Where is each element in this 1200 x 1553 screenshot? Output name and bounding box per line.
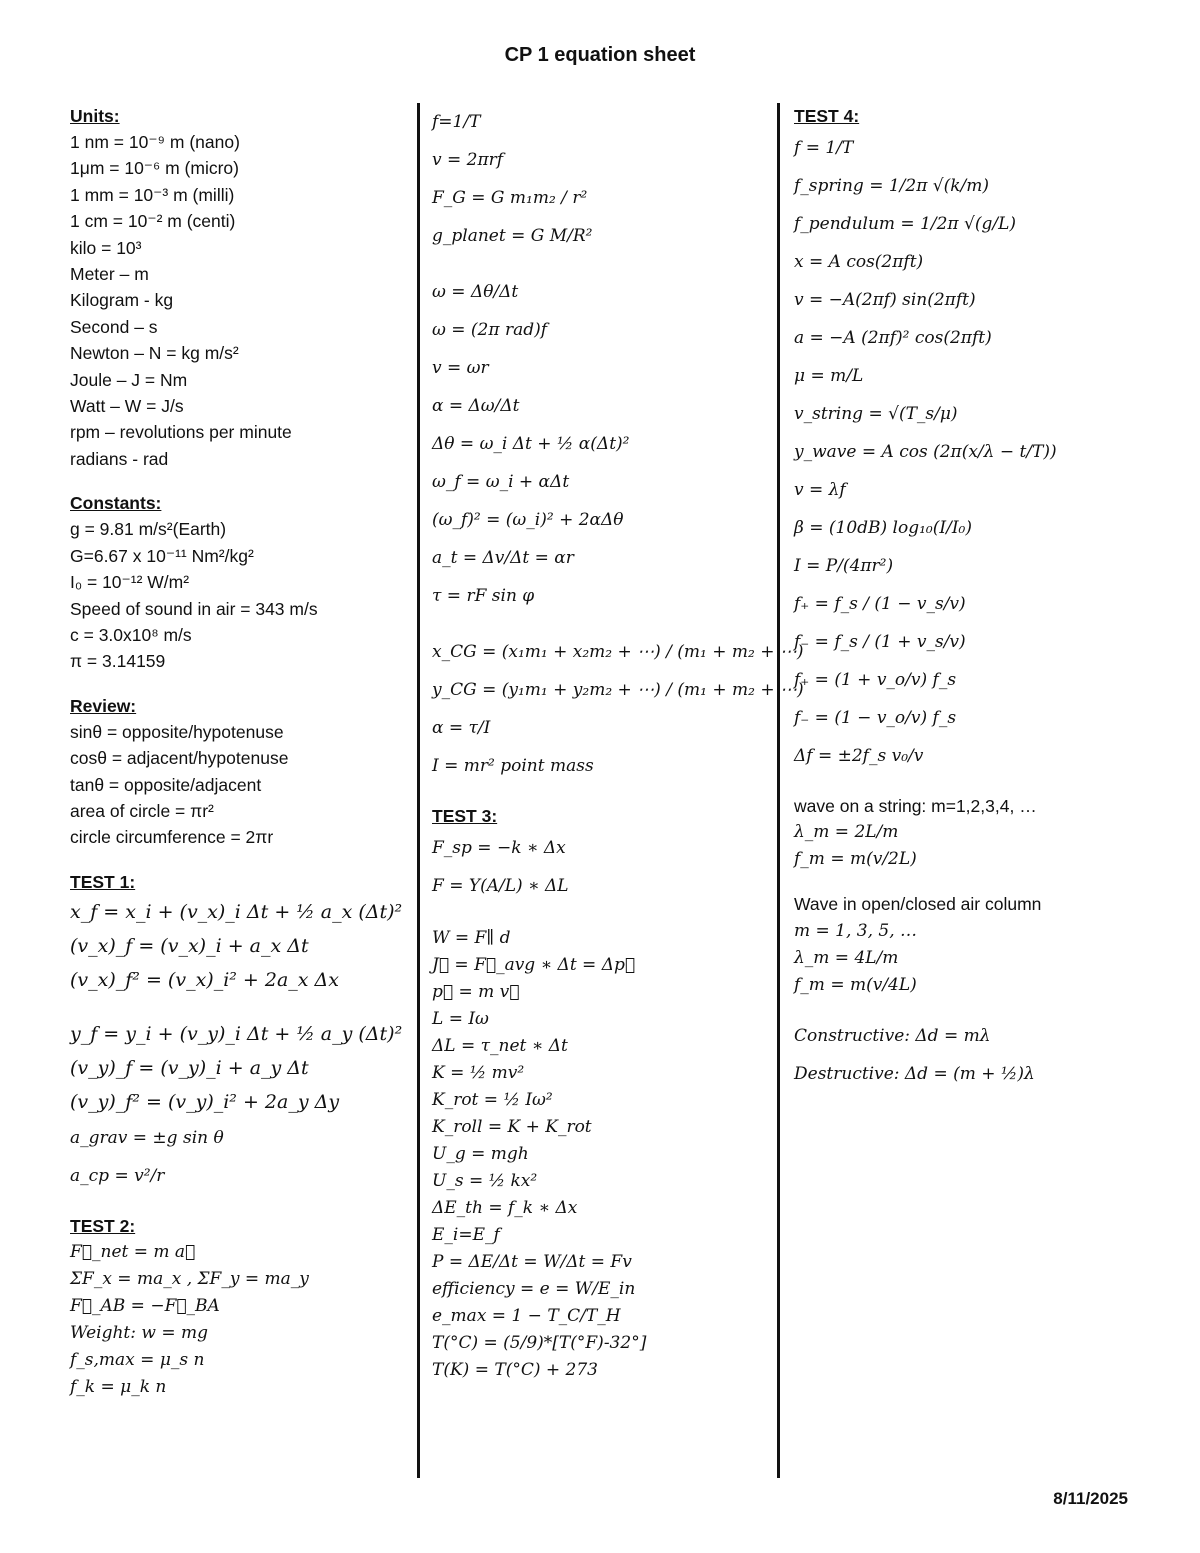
energy-momentum-equation: E_i=E_f bbox=[432, 1225, 500, 1245]
air-column-equation: λ_m = 4L/m bbox=[794, 947, 899, 968]
test1-title: TEST 1: bbox=[70, 871, 136, 892]
angular-equation: Δθ = ω_i Δt + ½ α(Δt)² bbox=[432, 434, 630, 454]
kinematics-x-equation: x_f = x_i + (v_x)_i Δt + ½ a_x (Δt)² bbox=[70, 900, 403, 923]
test2-title: TEST 2: bbox=[70, 1215, 136, 1236]
review-title: Review: bbox=[70, 695, 137, 716]
energy-momentum-equation: K = ½ mv² bbox=[432, 1063, 525, 1083]
elastic-equation: F = Y(A/L) ∗ ΔL bbox=[432, 876, 569, 896]
air-column-equation: m = 1, 3, 5, … bbox=[794, 920, 918, 941]
force-equation: f_k = μ_k n bbox=[70, 1376, 167, 1397]
force-equation: ΣF_x = ma_x , ΣF_y = ma_y bbox=[70, 1268, 309, 1289]
acceleration-equation: a_grav = ±g sin θ bbox=[70, 1127, 224, 1148]
test1-section bbox=[70, 869, 405, 1195]
column-divider-left bbox=[417, 103, 420, 1478]
test4-section bbox=[794, 103, 1124, 775]
force-equation: F⃗_net = m a⃗ bbox=[70, 1241, 196, 1262]
energy-momentum-equation: L = Iω bbox=[432, 1009, 489, 1029]
test3-title: TEST 3: bbox=[432, 806, 498, 826]
unit-line: Newton – N = kg m/s² bbox=[70, 343, 239, 364]
energy-momentum-equation: ΔL = τ_net ∗ Δt bbox=[432, 1036, 568, 1056]
review-line: sinθ = opposite/hypotenuse bbox=[70, 721, 284, 742]
elastic-equation: F_sp = −k ∗ Δx bbox=[432, 838, 566, 858]
waves-equation: f₋ = f_s / (1 + v_s/v) bbox=[794, 632, 966, 652]
interference-section bbox=[794, 1017, 1124, 1093]
circular-motion-section bbox=[432, 103, 762, 255]
energy-momentum-equation: U_g = mgh bbox=[432, 1144, 529, 1164]
energy-momentum-equation: e_max = 1 − T_C/T_H bbox=[432, 1306, 621, 1326]
test4-title: TEST 4: bbox=[794, 106, 860, 126]
waves-equation: y_wave = A cos (2π(x/λ − t/T)) bbox=[794, 442, 1057, 462]
waves-equation: f₊ = (1 + v_o/v) f_s bbox=[794, 670, 957, 690]
waves-equation: f_pendulum = 1/2π √(g/L) bbox=[794, 214, 1017, 234]
review-line: tanθ = opposite/adjacent bbox=[70, 774, 262, 795]
column-divider-right bbox=[777, 103, 780, 1478]
kinematics-y-equation: y_f = y_i + (v_y)_i Δt + ½ a_y (Δt)² bbox=[70, 1022, 403, 1045]
constants-title: Constants: bbox=[70, 493, 162, 514]
energy-momentum-equation: T(K) = T(°C) + 273 bbox=[432, 1360, 598, 1380]
center-of-gravity-equation: I = mr² point mass bbox=[432, 756, 594, 776]
units-section bbox=[70, 103, 405, 472]
column-3 bbox=[794, 103, 1124, 1111]
waves-equation: f₊ = f_s / (1 − v_s/v) bbox=[794, 594, 966, 614]
interference-equation: Constructive: Δd = mλ bbox=[794, 1025, 991, 1046]
energy-momentum-equation: W = F∥ d bbox=[432, 928, 511, 948]
unit-line: 1 mm = 10⁻³ m (milli) bbox=[70, 184, 235, 205]
angular-equation: a_t = Δv/Δt = αr bbox=[432, 548, 574, 568]
constant-line: g = 9.81 m/s²(Earth) bbox=[70, 519, 227, 540]
energy-momentum-equation: T(°C) = (5/9)*[T(°F)-32°] bbox=[432, 1333, 647, 1353]
unit-line: 1μm = 10⁻⁶ m (micro) bbox=[70, 158, 239, 179]
kinematics-x-equation: (v_x)_f = (v_x)_i + a_x Δt bbox=[70, 934, 309, 957]
unit-line: Kilogram - kg bbox=[70, 290, 174, 311]
string-wave-title: wave on a string: m=1,2,3,4, … bbox=[794, 796, 1037, 816]
unit-line: Joule – J = Nm bbox=[70, 369, 188, 390]
waves-equation: v = λf bbox=[794, 480, 846, 500]
energy-momentum-equation: U_s = ½ kx² bbox=[432, 1171, 538, 1191]
unit-line: Second – s bbox=[70, 316, 158, 337]
unit-line: radians - rad bbox=[70, 448, 169, 469]
acceleration-equation: a_cp = v²/r bbox=[70, 1165, 165, 1186]
waves-equation: x = A cos(2πft) bbox=[794, 252, 924, 272]
string-wave-section bbox=[794, 793, 1124, 873]
circular-equation: F_G = G m₁m₂ / r² bbox=[432, 188, 588, 208]
interference-equation: Destructive: Δd = (m + ½)λ bbox=[794, 1063, 1035, 1084]
review-section bbox=[70, 693, 405, 851]
unit-line: 1 cm = 10⁻² m (centi) bbox=[70, 211, 236, 232]
angular-equation: (ω_f)² = (ω_i)² + 2αΔθ bbox=[432, 510, 624, 530]
energy-momentum-equation: K_rot = ½ Iω² bbox=[432, 1090, 553, 1110]
circular-equation: v = 2πrf bbox=[432, 150, 504, 170]
page-date: 8/11/2025 bbox=[1053, 1489, 1128, 1508]
angular-equation: τ = rF sin φ bbox=[432, 586, 535, 606]
waves-equation: v = −A(2πf) sin(2πft) bbox=[794, 290, 976, 310]
center-of-gravity-equation: y_CG = (y₁m₁ + y₂m₂ + ⋯) / (m₁ + m₂ + ⋯) bbox=[432, 680, 804, 700]
circular-equation: f=1/T bbox=[432, 112, 481, 132]
waves-equation: f = 1/T bbox=[794, 138, 854, 158]
angular-equation: ω = Δθ/Δt bbox=[432, 282, 519, 302]
angular-equation: ω_f = ω_i + αΔt bbox=[432, 472, 570, 492]
waves-equation: I = P/(4πr²) bbox=[794, 556, 894, 576]
energy-momentum-equation: efficiency = e = W/E_in bbox=[432, 1279, 636, 1299]
constant-line: G=6.67 x 10⁻¹¹ Nm²/kg² bbox=[70, 545, 254, 566]
center-of-gravity-section bbox=[432, 633, 804, 785]
page-title: CP 1 equation sheet bbox=[504, 44, 696, 66]
constant-line: Speed of sound in air = 343 m/s bbox=[70, 598, 318, 619]
constant-line: I₀ = 10⁻¹² W/m² bbox=[70, 572, 190, 593]
test2-section bbox=[70, 1213, 405, 1401]
energy-momentum-equation: p⃗ = m v⃗ bbox=[432, 982, 520, 1002]
kinematics-y-equation: (v_y)_f² = (v_y)_i² + 2a_y Δy bbox=[70, 1090, 340, 1113]
kinematics-x-equation: (v_x)_f² = (v_x)_i² + 2a_x Δx bbox=[70, 968, 339, 991]
air-column-equation: f_m = m(v/4L) bbox=[794, 974, 917, 995]
review-line: circle circumference = 2πr bbox=[70, 827, 274, 848]
constant-line: π = 3.14159 bbox=[70, 651, 166, 672]
energy-momentum-equation: K_roll = K + K_rot bbox=[432, 1117, 592, 1137]
constant-line: c = 3.0x10⁸ m/s bbox=[70, 624, 192, 645]
energy-momentum-equation: ΔE_th = f_k ∗ Δx bbox=[432, 1198, 578, 1218]
test3-section bbox=[432, 803, 762, 1384]
air-column-section bbox=[794, 891, 1124, 998]
force-equation: f_s,max = μ_s n bbox=[70, 1349, 205, 1370]
unit-line: kilo = 10³ bbox=[70, 237, 142, 258]
waves-equation: f_spring = 1/2π √(k/m) bbox=[794, 176, 990, 196]
string-wave-equation: f_m = m(v/2L) bbox=[794, 849, 917, 870]
constants-section bbox=[70, 490, 405, 674]
angular-equation: v = ωr bbox=[432, 358, 489, 378]
waves-equation: a = −A (2πf)² cos(2πft) bbox=[794, 328, 992, 348]
angular-equation: ω = (2π rad)f bbox=[432, 320, 548, 340]
angular-equation: α = Δω/Δt bbox=[432, 396, 520, 416]
air-column-title: Wave in open/closed air column bbox=[794, 894, 1042, 915]
column-2 bbox=[432, 103, 804, 1402]
column-1 bbox=[70, 103, 405, 1419]
unit-line: Meter – m bbox=[70, 264, 149, 285]
unit-line: 1 nm = 10⁻⁹ m (nano) bbox=[70, 132, 240, 152]
units-title: Units: bbox=[70, 106, 120, 126]
waves-equation: v_string = √(T_s/μ) bbox=[794, 404, 958, 424]
center-of-gravity-equation: α = τ/I bbox=[432, 718, 491, 738]
waves-equation: μ = m/L bbox=[794, 366, 864, 386]
angular-motion-section bbox=[432, 273, 762, 615]
unit-line: rpm – revolutions per minute bbox=[70, 422, 292, 443]
energy-momentum-equation: P = ΔE/Δt = W/Δt = Fv bbox=[432, 1252, 632, 1272]
center-of-gravity-equation: x_CG = (x₁m₁ + x₂m₂ + ⋯) / (m₁ + m₂ + ⋯) bbox=[432, 642, 804, 662]
kinematics-y-equation: (v_y)_f = (v_y)_i + a_y Δt bbox=[70, 1056, 309, 1079]
waves-equation: Δf = ±2f_s v₀/v bbox=[794, 746, 924, 766]
energy-momentum-equation: J⃗ = F⃗_avg ∗ Δt = Δp⃗ bbox=[432, 955, 636, 975]
unit-line: Watt – W = J/s bbox=[70, 396, 184, 417]
waves-equation: f₋ = (1 − v_o/v) f_s bbox=[794, 708, 957, 728]
review-line: area of circle = πr² bbox=[70, 800, 214, 821]
waves-equation: β = (10dB) log₁₀(I/I₀) bbox=[794, 518, 972, 538]
circular-equation: g_planet = G M/R² bbox=[432, 226, 593, 246]
string-wave-equation: λ_m = 2L/m bbox=[794, 822, 899, 843]
review-line: cosθ = adjacent/hypotenuse bbox=[70, 748, 289, 769]
force-equation: Weight: w = mg bbox=[70, 1322, 208, 1343]
force-equation: F⃗_AB = −F⃗_BA bbox=[70, 1295, 220, 1316]
